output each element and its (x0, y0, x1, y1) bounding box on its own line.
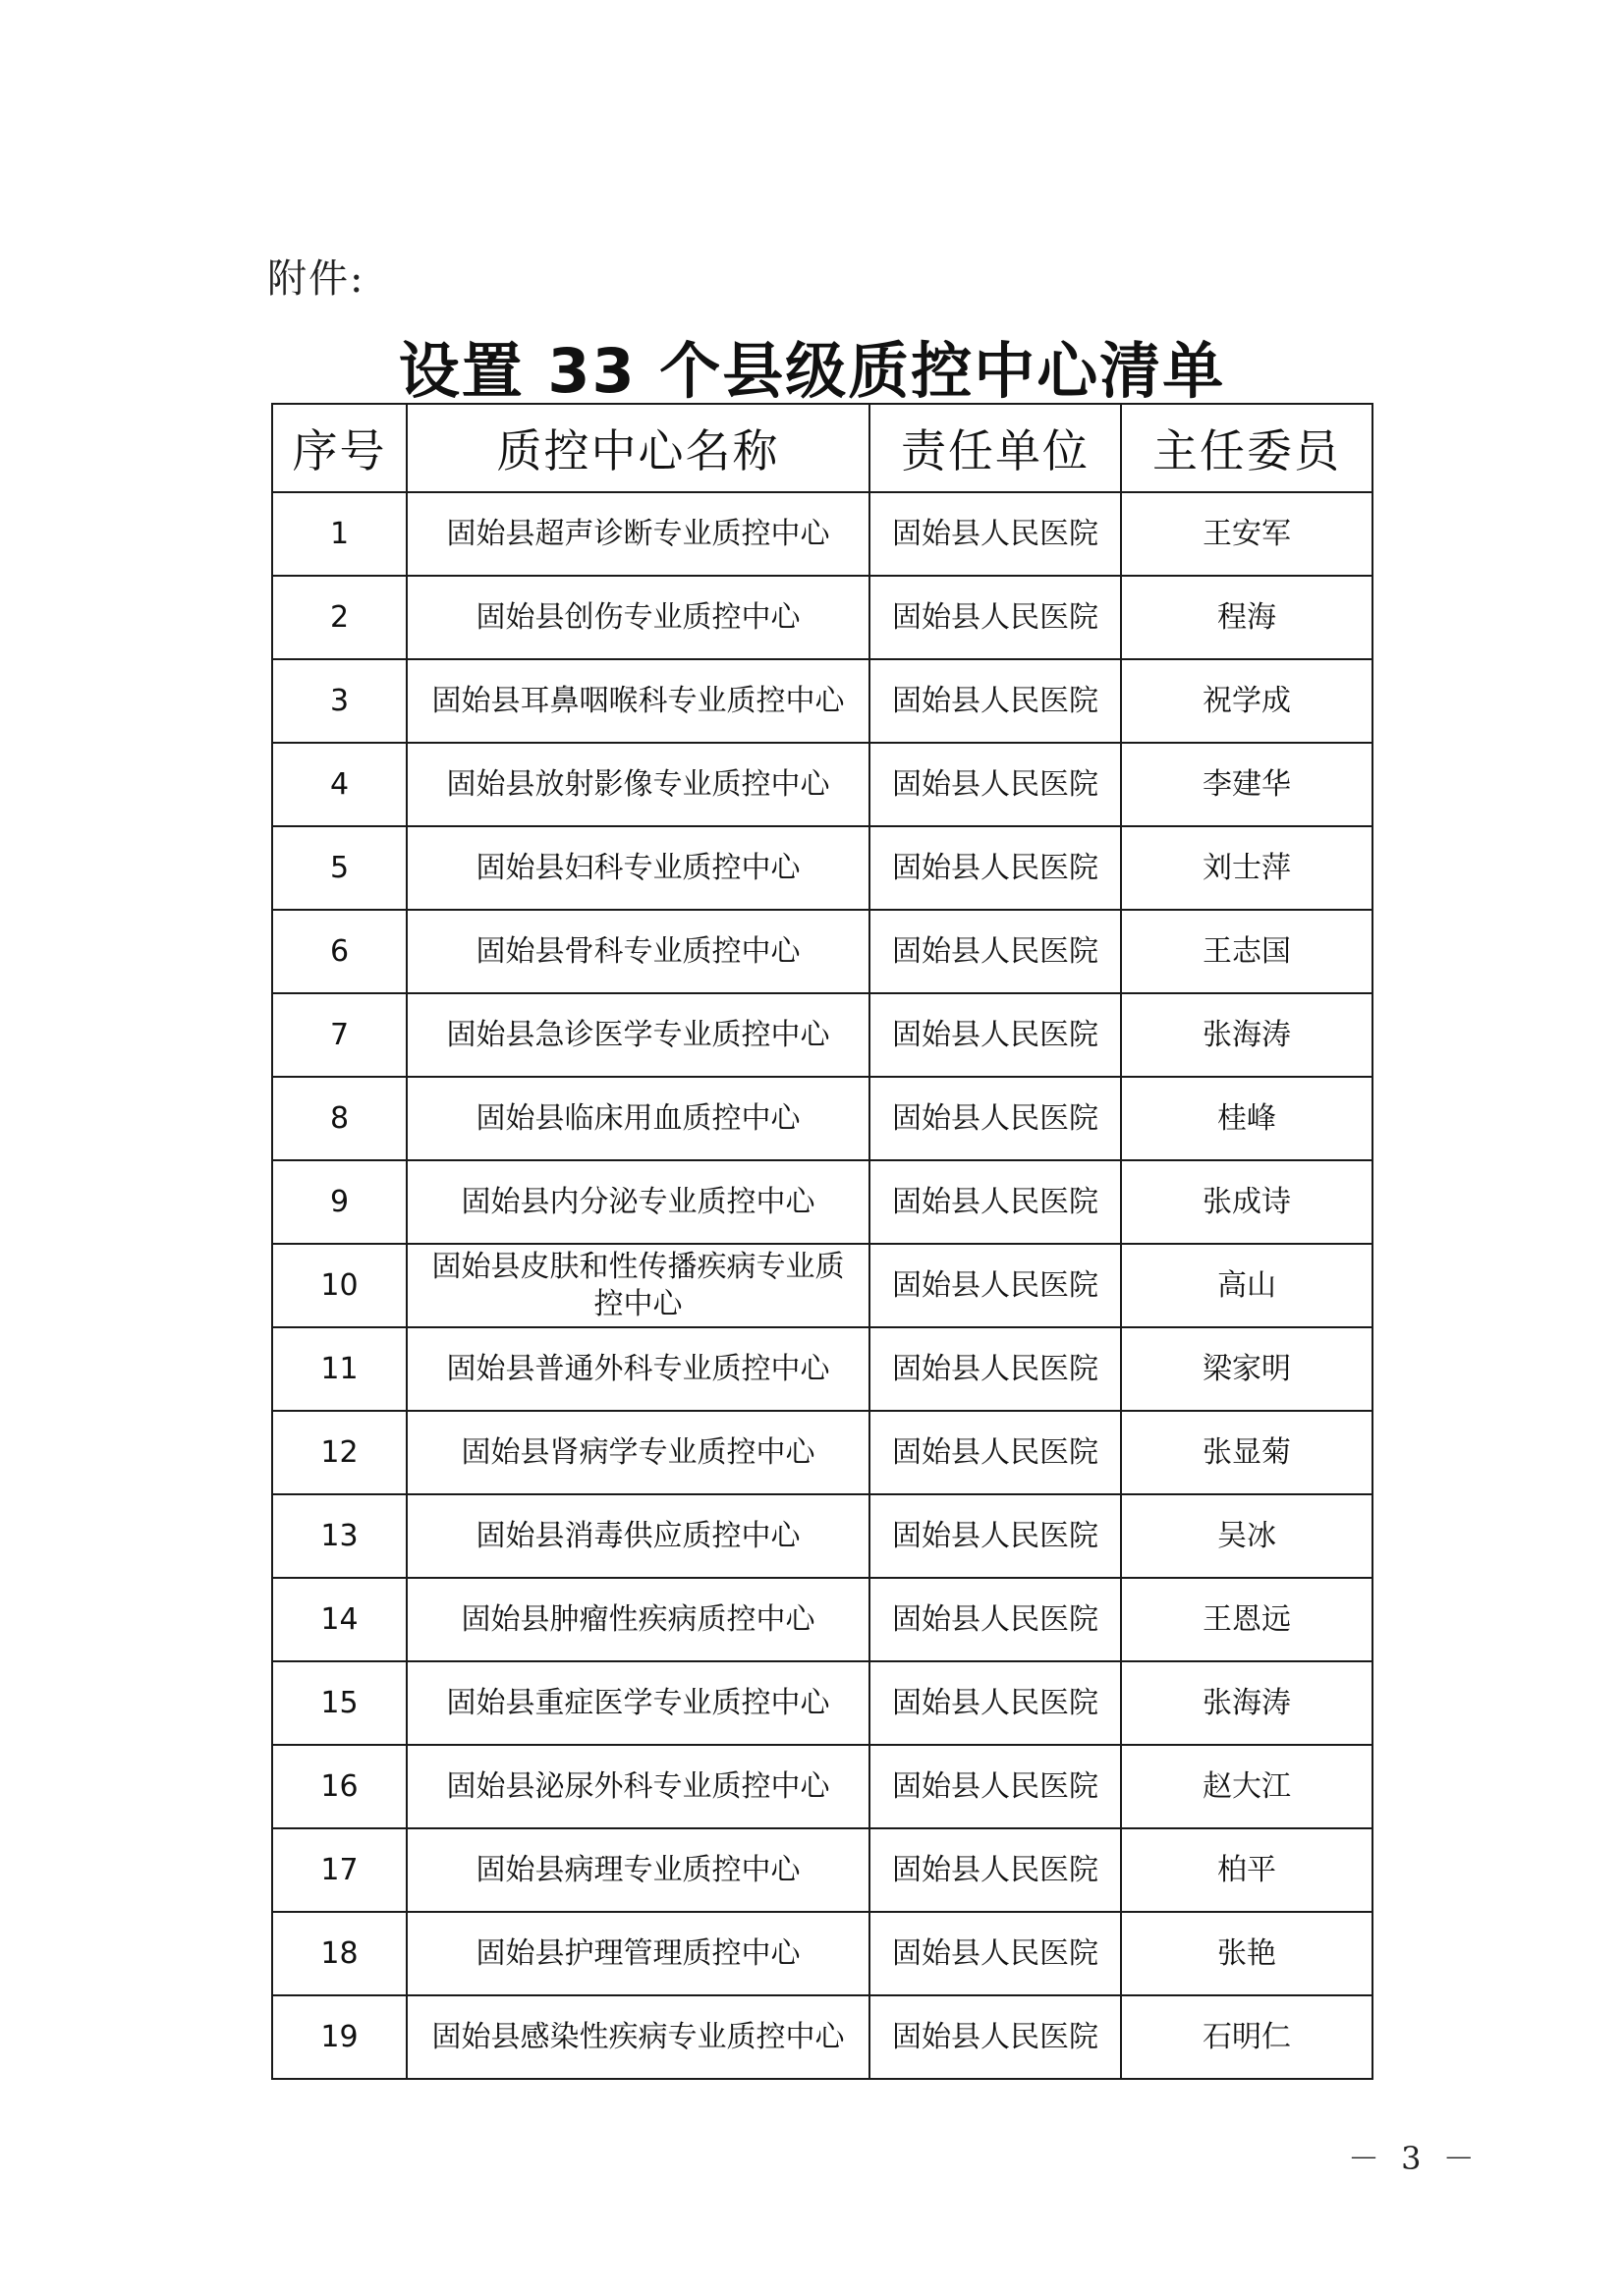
row-director: 吴冰 (1121, 1494, 1372, 1578)
row-center-name: 固始县肾病学专业质控中心 (407, 1411, 869, 1494)
quality-control-center-table (271, 403, 1373, 2080)
row-index: 14 (272, 1578, 407, 1661)
row-index: 12 (272, 1411, 407, 1494)
row-index: 11 (272, 1327, 407, 1411)
row-responsible-unit: 固始县人民医院 (869, 910, 1121, 993)
row-responsible-unit: 固始县人民医院 (869, 1745, 1121, 1828)
row-director: 张显菊 (1121, 1411, 1372, 1494)
table-row (272, 1745, 1372, 1828)
row-director: 王志国 (1121, 910, 1372, 993)
row-index: 7 (272, 993, 407, 1077)
row-index: 3 (272, 659, 407, 743)
table-row (272, 1327, 1372, 1411)
row-center-name: 固始县耳鼻咽喉科专业质控中心 (407, 659, 869, 743)
row-director: 祝学成 (1121, 659, 1372, 743)
row-director: 李建华 (1121, 743, 1372, 826)
row-responsible-unit: 固始县人民医院 (869, 1661, 1121, 1745)
row-director: 高山 (1121, 1244, 1372, 1327)
row-center-name: 固始县皮肤和性传播疾病专业质控中心 (407, 1244, 869, 1327)
page-number: － 3 － (1348, 2140, 1481, 2177)
row-center-name: 固始县病理专业质控中心 (407, 1828, 869, 1912)
table-row (272, 1160, 1372, 1244)
row-responsible-unit: 固始县人民医院 (869, 1244, 1121, 1327)
row-director: 张海涛 (1121, 993, 1372, 1077)
table-row (272, 1661, 1372, 1745)
row-index: 6 (272, 910, 407, 993)
row-center-name: 固始县肿瘤性疾病质控中心 (407, 1578, 869, 1661)
row-director: 梁家明 (1121, 1327, 1372, 1411)
header-center-name: 质控中心名称 (407, 404, 869, 492)
row-index: 5 (272, 826, 407, 910)
row-center-name: 固始县普通外科专业质控中心 (407, 1327, 869, 1411)
table-row (272, 1244, 1372, 1327)
row-index: 10 (272, 1244, 407, 1327)
row-director: 张海涛 (1121, 1661, 1372, 1745)
table-row (272, 576, 1372, 659)
table-row (272, 1912, 1372, 1995)
row-index: 18 (272, 1912, 407, 1995)
table-row (272, 826, 1372, 910)
table-row (272, 659, 1372, 743)
attachment-label: 附件: (267, 256, 365, 302)
table-row (272, 492, 1372, 576)
row-responsible-unit: 固始县人民医院 (869, 576, 1121, 659)
row-center-name: 固始县消毒供应质控中心 (407, 1494, 869, 1578)
row-director: 赵大江 (1121, 1745, 1372, 1828)
row-responsible-unit: 固始县人民医院 (869, 1077, 1121, 1160)
table-row (272, 910, 1372, 993)
table-row (272, 1494, 1372, 1578)
row-responsible-unit: 固始县人民医院 (869, 743, 1121, 826)
row-index: 8 (272, 1077, 407, 1160)
row-center-name: 固始县急诊医学专业质控中心 (407, 993, 869, 1077)
row-director: 王安军 (1121, 492, 1372, 576)
row-director: 王恩远 (1121, 1578, 1372, 1661)
table-row (272, 1077, 1372, 1160)
row-index: 15 (272, 1661, 407, 1745)
row-director: 桂峰 (1121, 1077, 1372, 1160)
row-center-name: 固始县护理管理质控中心 (407, 1912, 869, 1995)
row-responsible-unit: 固始县人民医院 (869, 659, 1121, 743)
row-responsible-unit: 固始县人民医院 (869, 1411, 1121, 1494)
table-row (272, 1828, 1372, 1912)
row-center-name: 固始县放射影像专业质控中心 (407, 743, 869, 826)
table-body (272, 492, 1372, 2079)
row-responsible-unit: 固始县人民医院 (869, 1160, 1121, 1244)
row-center-name: 固始县超声诊断专业质控中心 (407, 492, 869, 576)
row-index: 1 (272, 492, 407, 576)
table-row (272, 1995, 1372, 2079)
row-responsible-unit: 固始县人民医院 (869, 1912, 1121, 1995)
row-center-name: 固始县感染性疾病专业质控中心 (407, 1995, 869, 2079)
row-director: 柏平 (1121, 1828, 1372, 1912)
table-row (272, 743, 1372, 826)
row-center-name: 固始县内分泌专业质控中心 (407, 1160, 869, 1244)
row-responsible-unit: 固始县人民医院 (869, 1995, 1121, 2079)
row-responsible-unit: 固始县人民医院 (869, 1578, 1121, 1661)
row-center-name: 固始县临床用血质控中心 (407, 1077, 869, 1160)
row-index: 19 (272, 1995, 407, 2079)
row-responsible-unit: 固始县人民医院 (869, 826, 1121, 910)
table-header-row (272, 404, 1372, 492)
row-director: 张成诗 (1121, 1160, 1372, 1244)
row-index: 13 (272, 1494, 407, 1578)
row-responsible-unit: 固始县人民医院 (869, 1828, 1121, 1912)
header-index: 序号 (272, 404, 407, 492)
row-index: 16 (272, 1745, 407, 1828)
row-responsible-unit: 固始县人民医院 (869, 1327, 1121, 1411)
row-director: 程海 (1121, 576, 1372, 659)
row-responsible-unit: 固始县人民医院 (869, 993, 1121, 1077)
row-center-name: 固始县骨科专业质控中心 (407, 910, 869, 993)
row-responsible-unit: 固始县人民医院 (869, 492, 1121, 576)
row-center-name: 固始县泌尿外科专业质控中心 (407, 1745, 869, 1828)
row-responsible-unit: 固始县人民医院 (869, 1494, 1121, 1578)
row-director: 张艳 (1121, 1912, 1372, 1995)
table-row (272, 1411, 1372, 1494)
row-index: 2 (272, 576, 407, 659)
table-row (272, 993, 1372, 1077)
row-index: 9 (272, 1160, 407, 1244)
header-responsible-unit: 责任单位 (869, 404, 1121, 492)
row-index: 4 (272, 743, 407, 826)
row-director: 刘士萍 (1121, 826, 1372, 910)
header-director: 主任委员 (1121, 404, 1372, 492)
document-title: 设置 33 个县级质控中心清单 (398, 335, 1226, 407)
row-center-name: 固始县重症医学专业质控中心 (407, 1661, 869, 1745)
row-index: 17 (272, 1828, 407, 1912)
row-center-name: 固始县创伤专业质控中心 (407, 576, 869, 659)
row-center-name: 固始县妇科专业质控中心 (407, 826, 869, 910)
table-row (272, 1578, 1372, 1661)
row-director: 石明仁 (1121, 1995, 1372, 2079)
